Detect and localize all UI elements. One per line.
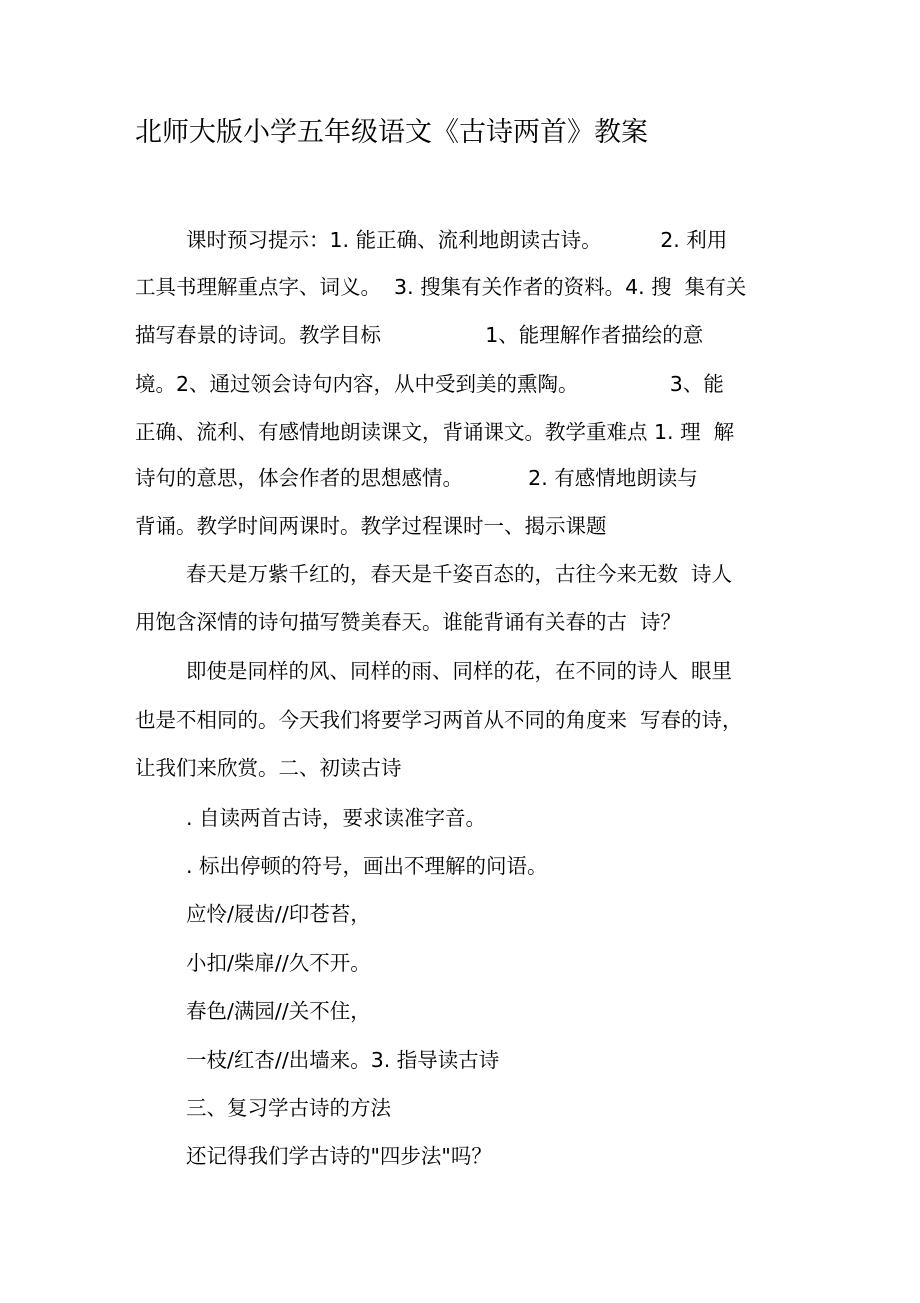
text-line-6: 诗句的意思，体会作者的思想感情。 2. 有感情地朗读与 (135, 466, 698, 490)
document-title: 北师大版小学五年级语文《古诗两首》教案 (135, 117, 648, 148)
poem-line-3: 春色/满园//关不住， (186, 999, 371, 1023)
text-line-12: 让我们来欣赏。二、初读古诗 (135, 756, 402, 780)
text-line-5: 正确、流利、有感情地朗读课文，背诵课文。教学重难点 1. 理 解 (135, 420, 735, 444)
text-line-4: 境。2、通过领会诗句内容，从中受到美的熏陶。 3、能 (135, 372, 724, 396)
text-line-1: 课时预习提示：1. 能正确、流利地朗读古诗。 2. 利用 (186, 228, 728, 252)
text-line-8: 春天是万紫千红的，春天是千姿百态的，古往今来无数 诗人 (186, 562, 733, 586)
text-line-14: . 标出停顿的符号，画出不理解的问语。 (186, 854, 548, 878)
text-line-2: 工具书理解重点字、词义。 3. 搜集有关作者的资料。4. 搜 集有关 (135, 275, 747, 299)
text-line-13: . 自读两首古诗，要求读准字音。 (186, 806, 487, 830)
text-line-9: 用饱含深情的诗句描写赞美春天。谁能背诵有关春的古 诗？ (135, 610, 682, 634)
text-line-10: 即使是同样的风、同样的雨、同样的花，在不同的诗人 眼里 (186, 659, 733, 683)
poem-line-4: 一枝/红杏//出墙来。3. 指导读古诗 (186, 1048, 500, 1072)
poem-line-2: 小扣/柴扉//久不开。 (186, 951, 371, 975)
poem-line-1: 应怜/屐齿//印苍苔， (186, 902, 371, 926)
section-heading: 三、复习学古诗的方法 (186, 1096, 391, 1120)
text-line-last: 还记得我们学古诗的"四步法"吗？ (186, 1144, 492, 1168)
text-line-3: 描写春景的诗词。教学目标 1、能理解作者描绘的意 (135, 323, 704, 347)
text-line-11: 也是不相同的。今天我们将要学习两首从不同的角度来 写春的诗， (135, 708, 743, 732)
text-line-7: 背诵。教学时间两课时。教学过程课时一、揭示课题 (135, 514, 607, 538)
